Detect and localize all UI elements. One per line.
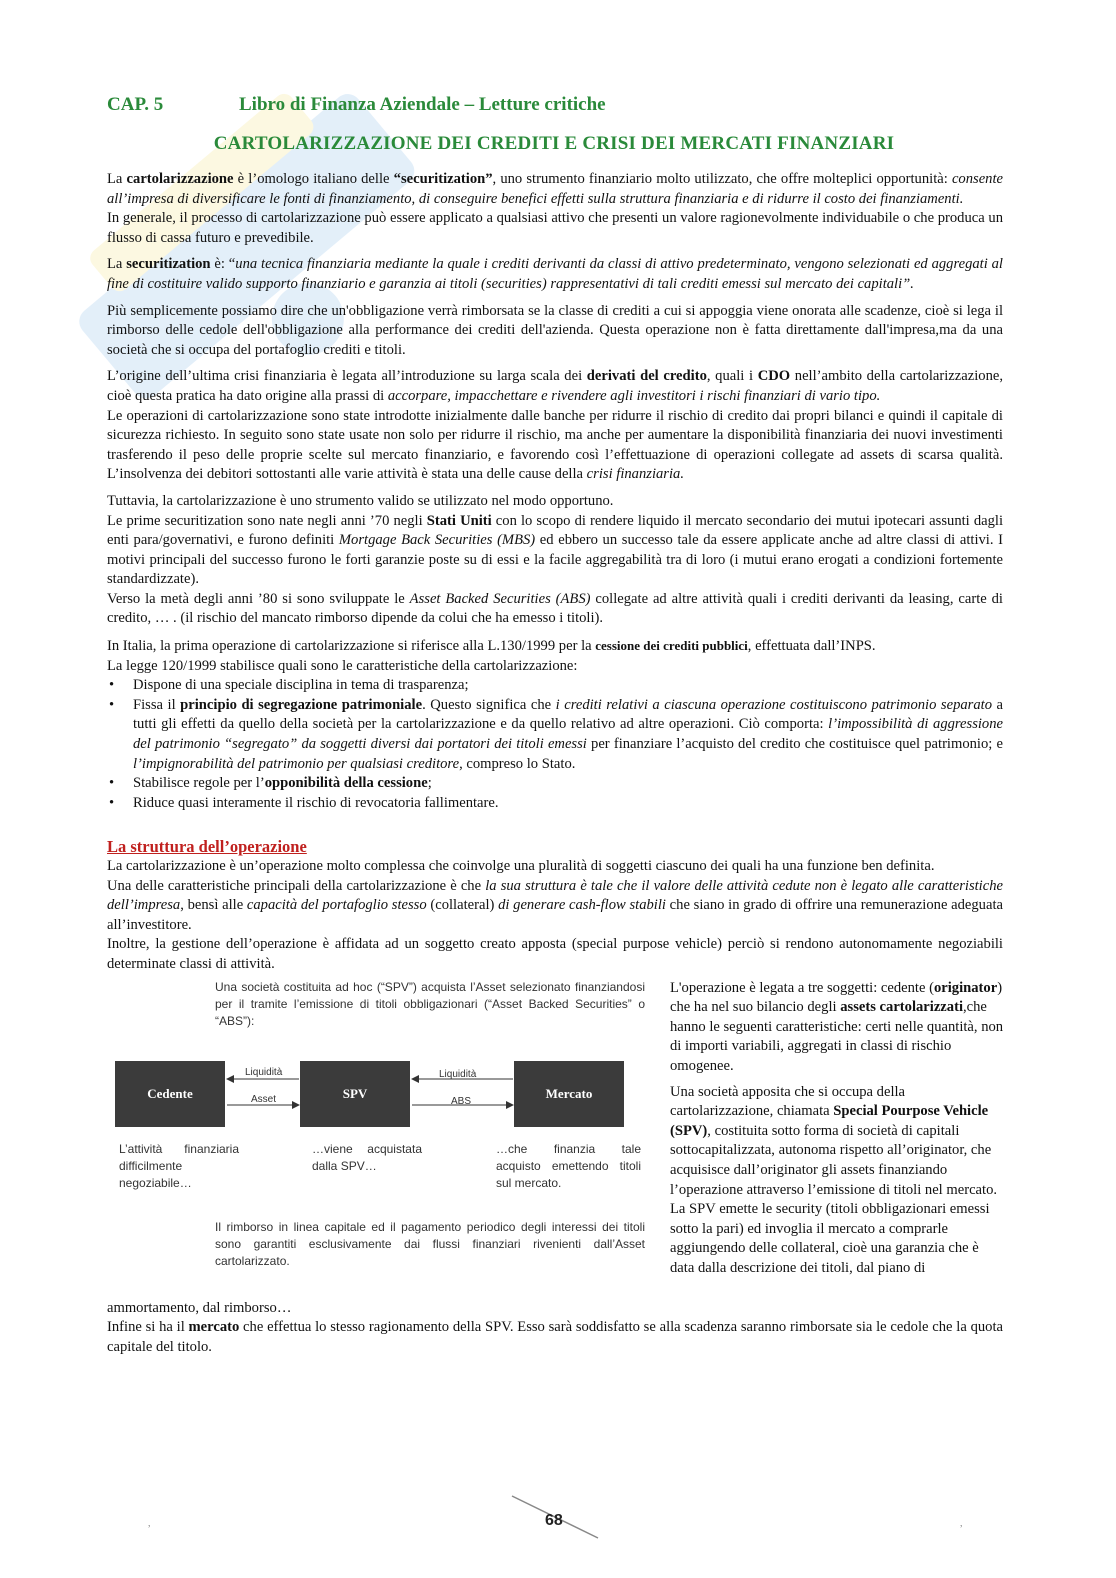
paragraph: La securitization è: “una tecnica finanziaria mediante la quale i crediti derivanti da classi di attivo predeterminato, vengono selezionati ed aggregati al fine di costituire valido supporto finanziario e garanzia ai titoli (securities) rappresentativi di tali crediti emessi sul mercato dei capitali”. bbox=[107, 256, 1003, 292]
chapter-header bbox=[107, 94, 606, 116]
label-asset: Asset bbox=[251, 1093, 277, 1105]
body-text bbox=[107, 170, 1003, 1357]
paragraph: Verso la metà degli anni ’80 si sono sviluppate le Asset Backed Securities (ABS) collegate ad altre attività quali i crediti derivanti da leasing, carte di credito, … . (il rischio del mancato rimborso dipende da colui che ha emesso i titoli). bbox=[107, 590, 1003, 627]
note-cedente: L’attività finanziaria difficilmente negoziabile… bbox=[119, 1141, 239, 1190]
paragraph: Una società apposita che si occupa della cartolarizzazione, chiamata Special Pourpose Vehicle (SPV), costituita sotto forma di società di capitali sottocapitalizzata, autonoma rispetto all’originator, che acquisisce dall’originator gli assets finanziando l’operazione attraverso l’emissione di titoli nel mercato. La SPV emette le security (titoli obbligazionari emessi sotto la pari) ed invoglia il mercato a comprarle aggiungendo delle collateral, cioè una garanzia che è data dalla descrizione dei titoli, dal piano di bbox=[670, 1083, 998, 1276]
figure-row bbox=[107, 979, 1003, 1299]
paragraph: Una delle caratteristiche principali della cartolarizzazione è che la sua struttura è tale che il valore delle attività cedute non è legato alle caratteristiche dell’impresa, bensì alle capacità del portafoglio stesso (collateral) di generare cash-flow stabili che siano in grado di offrire una remunerazione adeguata all’investitore. bbox=[107, 877, 1003, 933]
footer-mark: , bbox=[148, 1518, 151, 1529]
chapter-title: CARTOLARIZZAZIONE DEI CREDITI E CRISI DEI MERCATI FINANZIARI bbox=[213, 133, 895, 154]
paragraph: Inoltre, la gestione dell’operazione è affidata ad un soggetto creato apposta (special purpose vehicle) perciò si rendono autonomamente negoziabili determinate classi di attività. bbox=[107, 936, 1003, 972]
page-number: 68 bbox=[545, 1512, 563, 1529]
paragraph: Le operazioni di cartolarizzazione sono state introdotte inizialmente dalle banche per ridurre il rischio di credito dai propri bilanci e quindi il capitale di sicurezza richiesto. In seguito sono state usate non solo per ridurre il rischio, ma anche per aumentare la disponibilità finanziaria dei nuovi investimenti trasferendo il peso delle proprie scelte sul mercato finanziario, e favorendo così l’effettuazione di operazioni collegate ad assets di scarsa qualità. L’insolvenza dei debitori sottostanti alle varie attività è stata una delle cause della crisi finanziaria. bbox=[107, 407, 1003, 483]
paragraph: ammortamento, dal rimborso… bbox=[107, 1299, 292, 1316]
side-column bbox=[670, 979, 1005, 1285]
box-spv: SPV bbox=[300, 1061, 410, 1127]
feature-list bbox=[107, 676, 1003, 813]
label-liquidita-2: Liquidità bbox=[439, 1068, 477, 1080]
list-item: • Riduce quasi interamente il rischio di revocatoria fallimentare. bbox=[133, 794, 1003, 814]
paragraph: Infine si ha il mercato che effettua lo stesso ragionamento della SPV. Esso sarà soddisfatto se alla scadenza saranno rimborsate sia le cedole che la quota capitale del titolo. bbox=[107, 1319, 1003, 1355]
label-liquidita-1: Liquidità bbox=[245, 1066, 283, 1078]
section-heading: La struttura dell’operazione bbox=[107, 837, 307, 857]
securitization-diagram bbox=[107, 979, 647, 1289]
list-item: • Fissa il principio di segregazione patrimoniale. Questo significa che i crediti relativi a ciascuna operazione costituiscono patrimonio separato a tutti gli effetti da quello della società per la cartolarizzazione e da quello relativo ad altre operazioni. Ciò comporta: l’impossibilità di aggressione del patrimonio “segregato” da soggetti diversi dai portatori dei titoli emessi per finanziare l’acquisto del credito che costituisce quel patrimonio; e l’impignorabilità del patrimonio per qualsiasi creditore, compreso lo Stato. bbox=[133, 696, 1003, 774]
label-abs: ABS bbox=[451, 1095, 472, 1107]
note-mercato: …che finanzia tale acquisto emettendo titoli sul mercato. bbox=[496, 1141, 641, 1190]
paragraph: L’origine dell’ultima crisi finanziaria è legata all’introduzione su larga scala dei derivati del credito, quali i CDO nell’ambito della cartolarizzazione, cioè questa pratica ha dato origine alla prassi di accorpare, impacchettare e rivendere agli investitori i rischi finanziari di vario tipo. bbox=[107, 368, 1003, 404]
paragraph: L'operazione è legata a tre soggetti: cedente (originator) che ha nel suo bilancio degli assets cartolarizzati,che hanno le seguenti caratteristiche: certi nelle quantità, non di importi variabili, aggregati in classi di rischio omogenee. bbox=[670, 979, 1004, 1074]
box-cedente: Cedente bbox=[115, 1061, 225, 1127]
paragraph: In Italia, la prima operazione di cartolarizzazione si riferisce alla L.130/1999 per la cessione dei crediti pubblici, effettuata dall’INPS. bbox=[107, 638, 876, 655]
list-item: • Dispone di una speciale disciplina in tema di trasparenza; bbox=[133, 676, 1003, 696]
diagram-caption-bottom: Il rimborso in linea capitale ed il pagamento periodico degli interessi dei titoli sono garantiti esclusivamente dai flussi finanziari rivenienti dall’Asset cartolarizzato. bbox=[215, 1219, 645, 1268]
list-item: • Stabilisce regole per l’opponibilità della cessione; bbox=[133, 774, 1003, 794]
paragraph: Le prime securitization sono nate negli anni ’70 negli Stati Uniti con lo scopo di rendere liquido il mercato secondario dei mutui ipotecari assunti dagli enti para/governativi, e furono definiti Mortgage Back Securities (MBS) ed ebbero un successo tale da essere applicate anche ad altre classi di attivi. I motivi principali del successo furono le forti garanzie poste su di essi e la facile aggregabilità tra di loro (i mutui erano erogati a condizioni fortemente standardizzate). bbox=[107, 512, 1004, 588]
paragraph: La cartolarizzazione è un’operazione molto complessa che coinvolge una pluralità di soggetti ciascuno dei quali ha una funzione ben definita. bbox=[107, 858, 935, 874]
paragraph: Tuttavia, la cartolarizzazione è uno strumento valido se utilizzato nel modo opportuno. bbox=[107, 492, 614, 509]
book-title: Libro di Finanza Aziendale – Letture critiche bbox=[239, 94, 606, 115]
diagram-caption-top: Una società costituita ad hoc (“SPV”) acquista l’Asset selezionato finanziandosi per il tramite l’emissione di titoli obbligazionari (“Asset Backed Securities” o “ABS”): bbox=[215, 979, 645, 1028]
chapter-number: CAP. 5 bbox=[107, 94, 164, 115]
box-mercato: Mercato bbox=[514, 1061, 624, 1127]
paragraph: Più semplicemente possiamo dire che un'obbligazione verrà rimborsata se la classe di crediti a cui si appoggia viene onorata alle scadenze, cioè si lega il rimborso delle cedole dell'obbligazione alla performance dei crediti dell'azienda. Questa operazione non è fatta direttamente dall'impresa,ma da una società che si occupa del portafoglio crediti e titoli. bbox=[107, 302, 1003, 358]
paragraph: La legge 120/1999 stabilisce quali sono le caratteristiche della cartolarizzazione: bbox=[107, 657, 578, 674]
footer-mark: , bbox=[960, 1518, 963, 1529]
paragraph: In generale, il processo di cartolarizzazione può essere applicato a qualsiasi attivo che presenti un valore ragionevolmente individuabile o che produca un flusso di cassa futuro e prevedibile. bbox=[107, 210, 1003, 246]
paragraph: La cartolarizzazione è l’omologo italiano delle “securitization”, uno strumento finanziario molto utilizzato, che offre molteplici opportunità: consente all’impresa di diversificare le fonti di finanziamento, di conseguire benefici effetti sulla struttura finanziaria e di ridurre il costo dei finanziamenti. bbox=[107, 171, 1004, 207]
note-spv: …viene acquistata dalla SPV… bbox=[312, 1141, 422, 1173]
